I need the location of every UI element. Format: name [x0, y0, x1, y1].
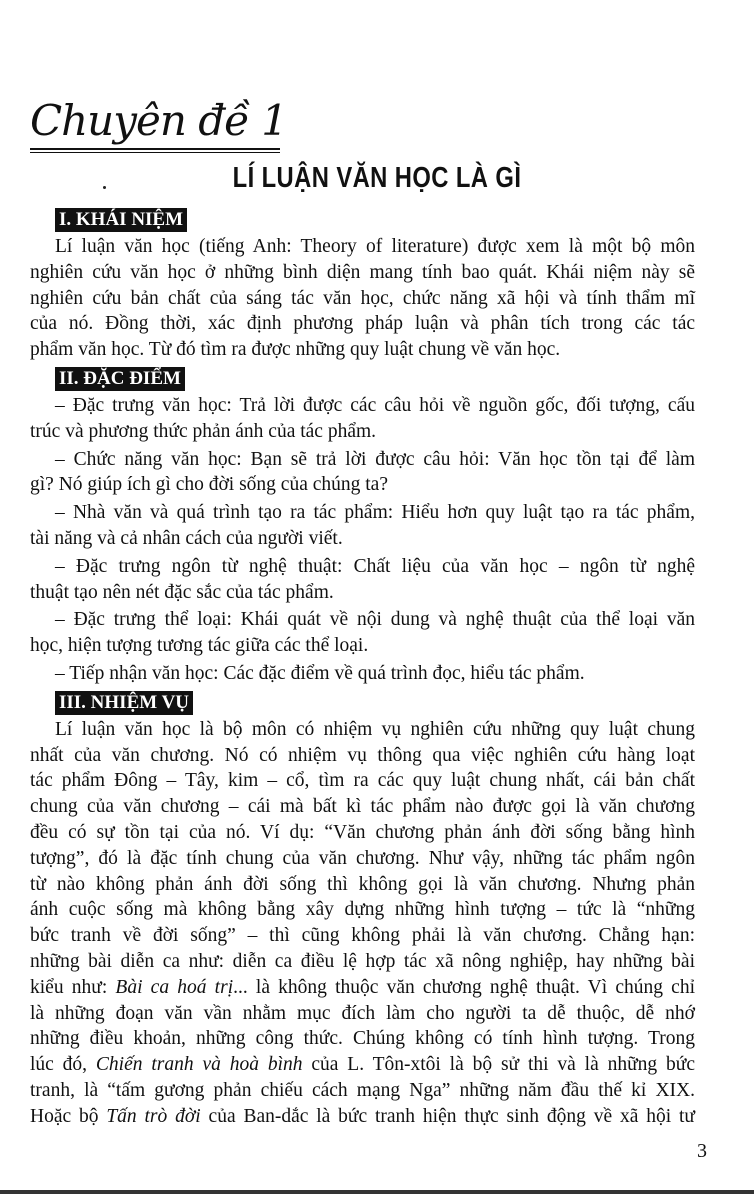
text-line: nhất của văn chương. Nó có nhiệm vụ thông qua việc nghiên cứu hàng loạt — [30, 744, 695, 766]
text-line: đều có sự tồn tại của nó. Ví dụ: “Văn chương phản ánh đời sống bằng hình — [30, 821, 695, 843]
section-heading: I. KHÁI NIỆM — [55, 208, 187, 232]
text-line: trúc và phương thức phản ánh của tác phẩm. — [30, 420, 377, 442]
text-line: ánh cuộc sống mà không bằng xây dựng những hình tượng – tức là “những — [30, 899, 695, 921]
text-line: tranh, là “tấm gương phản chiếu cách mạng Nga” những năm đầu thế kỉ XIX. — [30, 1079, 695, 1101]
text-line: những điều khoản, những công thức. Chúng không có tính hình tượng. Trong — [30, 1028, 695, 1050]
text-line: nghiên cứu bản chất của sáng tác văn học, chức năng xã hội và tính thẩm mĩ — [30, 287, 695, 309]
page-title: LÍ LUẬN VĂN HỌC LÀ GÌ — [232, 162, 522, 194]
text-segment: của Ban-dắc là bức tranh hiện thực sinh động về xã hội tư — [200, 1105, 695, 1127]
page-number: 3 — [697, 1140, 707, 1162]
text-line: – Tiếp nhận văn học: Các đặc điểm về quá trình đọc, hiểu tác phẩm. — [55, 662, 585, 684]
chapter-underline — [30, 148, 280, 153]
text-line: học, hiện tượng tương tác giữa các thể loại. — [30, 635, 369, 657]
text-line: Lí luận văn học là bộ môn có nhiệm vụ nghiên cứu những quy luật chung — [55, 718, 695, 740]
text-line: – Đặc trưng ngôn từ nghệ thuật: Chất liệu của văn học – ngôn từ nghệ — [55, 555, 695, 577]
text-line: bức tranh về đời sống” – thì cũng không phải là văn chương. Chẳng hạn: — [30, 925, 695, 947]
text-line: chung của văn chương – cái mà bất kì tác phẩm nào được gọi là văn chương — [30, 796, 695, 818]
text-line: tượng”, đó là đặc tính chung của văn chương. Như vậy, những tác phẩm ngôn — [30, 847, 695, 869]
text-line: – Nhà văn và quá trình tạo ra tác phẩm: Hiểu hơn quy luật tạo ra tác phẩm, — [55, 502, 695, 524]
page-bottom-edge — [0, 1190, 754, 1194]
text-segment: của L. Tôn-xtôi là bộ sử thi và là những bức — [302, 1054, 695, 1076]
text-line: là những đoạn văn vần nhằm mục đích làm cho người ta dễ thuộc, dễ nhớ — [30, 1002, 695, 1024]
text-line: tác phẩm Đông – Tây, kim – cổ, tìm ra các quy luật chung nhất, cái bản chất — [30, 770, 695, 792]
text-line: của nó. Đồng thời, xác định phương pháp luận và phân tích trong các tác — [30, 313, 695, 335]
text-line: từ nào không phản ánh đời sống thì không gọi là văn chương. Nhưng phản — [30, 873, 695, 895]
text-line: – Đặc trưng thể loại: Khái quát về nội dung và nghệ thuật của thể loại văn — [55, 609, 695, 631]
text-line: phẩm văn học. Từ đó tìm ra được những quy luật chung về văn học. — [30, 339, 561, 361]
text-line: nghiên cứu văn học ở những bình diện mang tính bao quát. Khái niệm này sẽ — [30, 261, 695, 283]
text-line: tài năng và cả nhân cách của người viết. — [30, 527, 343, 549]
text-segment: kiểu như: — [30, 976, 116, 998]
italic-title: Chiến tranh và hoà bình — [95, 1054, 303, 1076]
scan-speck — [103, 186, 106, 189]
section-heading: III. NHIỆM VỤ — [55, 691, 193, 715]
text-segment: ... là không thuộc văn chương nghệ thuật. Vì chúng chỉ — [233, 976, 696, 998]
chapter-label: Chuyên đề 1 — [30, 96, 288, 145]
section-heading: II. ĐẶC ĐIỂM — [55, 367, 185, 391]
text-line: thuật tạo nên nét đặc sắc của tác phẩm. — [30, 581, 334, 603]
text-line: Lí luận văn học (tiếng Anh: Theory of literature) được xem là một bộ môn — [55, 236, 695, 257]
body-content — [30, 206, 695, 1132]
text-line: gì? Nó giúp ích gì cho đời sống của chúng ta? — [30, 474, 388, 496]
text-line — [30, 1052, 695, 1078]
italic-title: Tấn trò đời — [106, 1105, 201, 1127]
italic-title: Bài ca hoá trị — [115, 976, 234, 998]
text-line — [30, 1104, 695, 1130]
text-line: – Chức năng văn học: Bạn sẽ trả lời được câu hỏi: Văn học tồn tại để làm — [55, 448, 695, 470]
text-line: những bài diễn ca như: diễn ca điều lệ hợp tác xã nông nghiệp, hay những bài — [30, 950, 695, 972]
text-segment: lúc đó, — [30, 1054, 96, 1076]
text-line — [30, 975, 695, 1001]
text-segment: Hoặc bộ — [30, 1105, 107, 1127]
text-line: – Đặc trưng văn học: Trả lời được các câu hỏi về nguồn gốc, đối tượng, cấu — [55, 394, 695, 416]
